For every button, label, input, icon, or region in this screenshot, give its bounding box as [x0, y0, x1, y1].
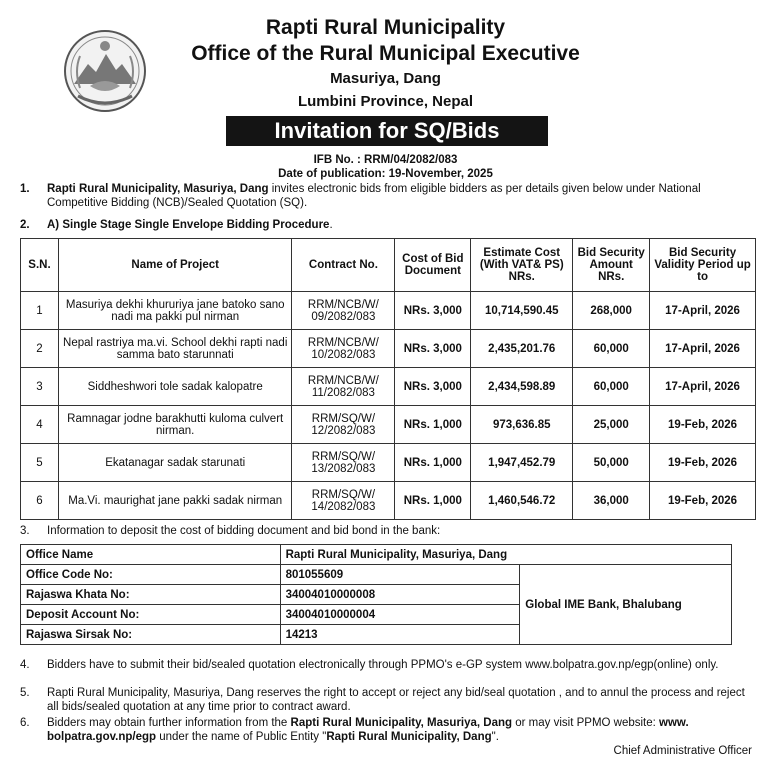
- office-location: Masuriya, Dang: [330, 70, 441, 87]
- value-cell: Rapti Rural Municipality, Masuriya, Dang: [280, 545, 731, 565]
- paragraph-5-text: Rapti Rural Municipality, Masuriya, Dang reserves the right to accept or reject any bid/seal quotation , and to annul the process and reject all bids/sealed quotation at any time prior to contract award.: [47, 687, 745, 713]
- sn-cell: 4: [21, 406, 59, 444]
- item-number: 5.: [20, 687, 30, 699]
- province-country: Lumbini Province, Nepal: [297, 93, 474, 110]
- notice-title-banner: Invitation for SQ/Bids: [226, 116, 548, 146]
- contract-no-cell: RRM/SQ/W/ 14/2082/083: [292, 482, 395, 520]
- table-row: [21, 330, 756, 368]
- column-header: Estimate Cost (With VAT& PS) NRs.: [471, 239, 573, 292]
- signature-title: Chief Administrative Officer: [613, 745, 752, 757]
- column-header: S.N.: [21, 239, 59, 292]
- table-row: [21, 482, 756, 520]
- paragraph-3-text: Information to deposit the cost of bidding document and bid bond in the bank:: [47, 525, 441, 537]
- bid-table: [20, 238, 756, 520]
- paragraph-6: [20, 716, 755, 744]
- security-cell: 60,000: [573, 368, 650, 406]
- contract-no-cell: RRM/NCB/W/ 11/2082/083: [292, 368, 395, 406]
- estimate-cell: 1,947,452.79: [471, 444, 573, 482]
- cost-cell: NRs. 3,000: [395, 330, 471, 368]
- label-cell: Rajaswa Khata No:: [21, 585, 281, 605]
- estimate-cell: 973,636.85: [471, 406, 573, 444]
- cost-cell: NRs. 1,000: [395, 482, 471, 520]
- table-row: [21, 292, 756, 330]
- validity-cell: 17-April, 2026: [650, 292, 756, 330]
- value-cell: 34004010000008: [280, 585, 520, 605]
- procedure-title: A) Single Stage Single Envelope Bidding Procedure: [47, 219, 330, 231]
- paragraph-6-text: Bidders may obtain further information from the: [47, 717, 291, 729]
- project-name-cell: Masuriya dekhi khururiya jane batoko sano nadi ma pakki pul nirman: [58, 292, 291, 330]
- entity-name: Rapti Rural Municipality, Masuriya, Dang: [290, 717, 513, 729]
- ifb-number: IFB No. : RRM/04/2082/083: [313, 154, 458, 166]
- paragraph-4-text: Bidders have to submit their bid/sealed quotation electronically through PPMO's e-GP system www.bolpatra.gov.np/egp(online) only.: [47, 659, 719, 671]
- column-header: Name of Project: [58, 239, 291, 292]
- table-row: [21, 368, 756, 406]
- table-header-row: [21, 239, 756, 292]
- contract-no-cell: RRM/SQ/W/ 12/2082/083: [292, 406, 395, 444]
- label-cell: Deposit Account No:: [21, 605, 281, 625]
- value-cell: 34004010000004: [280, 605, 520, 625]
- sn-cell: 2: [21, 330, 59, 368]
- public-entity-name: Rapti Rural Municipality, Dang: [326, 731, 492, 743]
- item-number: 4.: [20, 659, 30, 671]
- item-number: 3.: [20, 525, 30, 537]
- table-row: [21, 444, 756, 482]
- column-header: Cost of Bid Document: [395, 239, 471, 292]
- column-header: Bid Security Validity Period up to: [650, 239, 756, 292]
- project-name-cell: Nepal rastriya ma.vi. School dekhi rapti nadi samma bato starunnati: [58, 330, 291, 368]
- cost-cell: NRs. 1,000: [395, 444, 471, 482]
- paragraph-3: [20, 524, 755, 538]
- contract-no-cell: RRM/NCB/W/ 10/2082/083: [292, 330, 395, 368]
- item-number: 2.: [20, 219, 30, 231]
- cost-cell: NRs. 3,000: [395, 368, 471, 406]
- project-name-cell: Ma.Vi. maurighat jane pakki sadak nirman: [58, 482, 291, 520]
- security-cell: 60,000: [573, 330, 650, 368]
- contract-no-cell: RRM/SQ/W/ 13/2082/083: [292, 444, 395, 482]
- contract-no-cell: RRM/NCB/W/ 09/2082/083: [292, 292, 395, 330]
- sn-cell: 5: [21, 444, 59, 482]
- paragraph-2: [20, 218, 755, 232]
- value-cell: 801055609: [280, 565, 520, 585]
- paragraph-6-text: or may visit PPMO website:: [512, 717, 660, 729]
- security-cell: 50,000: [573, 444, 650, 482]
- item-number: 1.: [20, 183, 30, 195]
- validity-cell: 19-Feb, 2026: [650, 406, 756, 444]
- bank-deposit-table: [20, 544, 732, 645]
- paragraph-1-text: invites electronic bids from eligible bidders as per details given below under National Competitive Bidding (NCB)/Sealed Quotation (SQ).: [47, 183, 701, 209]
- security-cell: 36,000: [573, 482, 650, 520]
- sn-cell: 6: [21, 482, 59, 520]
- column-header: Bid Security Amount NRs.: [573, 239, 650, 292]
- table-row: [21, 545, 732, 565]
- publication-date: Date of publication: 19-November, 2025: [278, 168, 493, 180]
- municipality-name: Rapti Rural Municipality: [265, 16, 506, 39]
- validity-cell: 17-April, 2026: [650, 368, 756, 406]
- project-name-cell: Ekatanagar sadak starunati: [58, 444, 291, 482]
- estimate-cell: 10,714,590.45: [471, 292, 573, 330]
- label-cell: Office Code No:: [21, 565, 281, 585]
- validity-cell: 17-April, 2026: [650, 330, 756, 368]
- security-cell: 25,000: [573, 406, 650, 444]
- validity-cell: 19-Feb, 2026: [650, 444, 756, 482]
- value-cell: 14213: [280, 625, 520, 645]
- label-cell: Rajaswa Sirsak No:: [21, 625, 281, 645]
- estimate-cell: 1,460,546.72: [471, 482, 573, 520]
- cost-cell: NRs. 1,000: [395, 406, 471, 444]
- office-name: Office of the Rural Municipal Executive: [191, 42, 580, 65]
- sn-cell: 3: [21, 368, 59, 406]
- cost-cell: NRs. 3,000: [395, 292, 471, 330]
- ppmo-website-link[interactable]: www. bolpatra.gov.np/egp: [47, 717, 689, 743]
- column-header: Contract No.: [292, 239, 395, 292]
- table-row: [21, 565, 732, 585]
- paragraph-6-text: ".: [491, 731, 499, 743]
- bank-name-cell: Global IME Bank, Bhalubang: [520, 565, 732, 645]
- paragraph-1: [20, 182, 755, 210]
- project-name-cell: Siddheshwori tole sadak kalopatre: [58, 368, 291, 406]
- security-cell: 268,000: [573, 292, 650, 330]
- project-name-cell: Ramnagar jodne barakhutti kuloma culvert nirman.: [58, 406, 291, 444]
- paragraph-6-text: under the name of Public Entity ": [156, 731, 327, 743]
- procedure-title-end: .: [329, 219, 333, 231]
- validity-cell: 19-Feb, 2026: [650, 482, 756, 520]
- label-cell: Office Name: [21, 545, 281, 565]
- paragraph-5: [20, 686, 755, 714]
- paragraph-4: [20, 658, 755, 672]
- entity-name: Rapti Rural Municipality, Masuriya, Dang: [47, 183, 269, 195]
- item-number: 6.: [20, 717, 30, 729]
- estimate-cell: 2,434,598.89: [471, 368, 573, 406]
- estimate-cell: 2,435,201.76: [471, 330, 573, 368]
- sn-cell: 1: [21, 292, 59, 330]
- table-row: [21, 406, 756, 444]
